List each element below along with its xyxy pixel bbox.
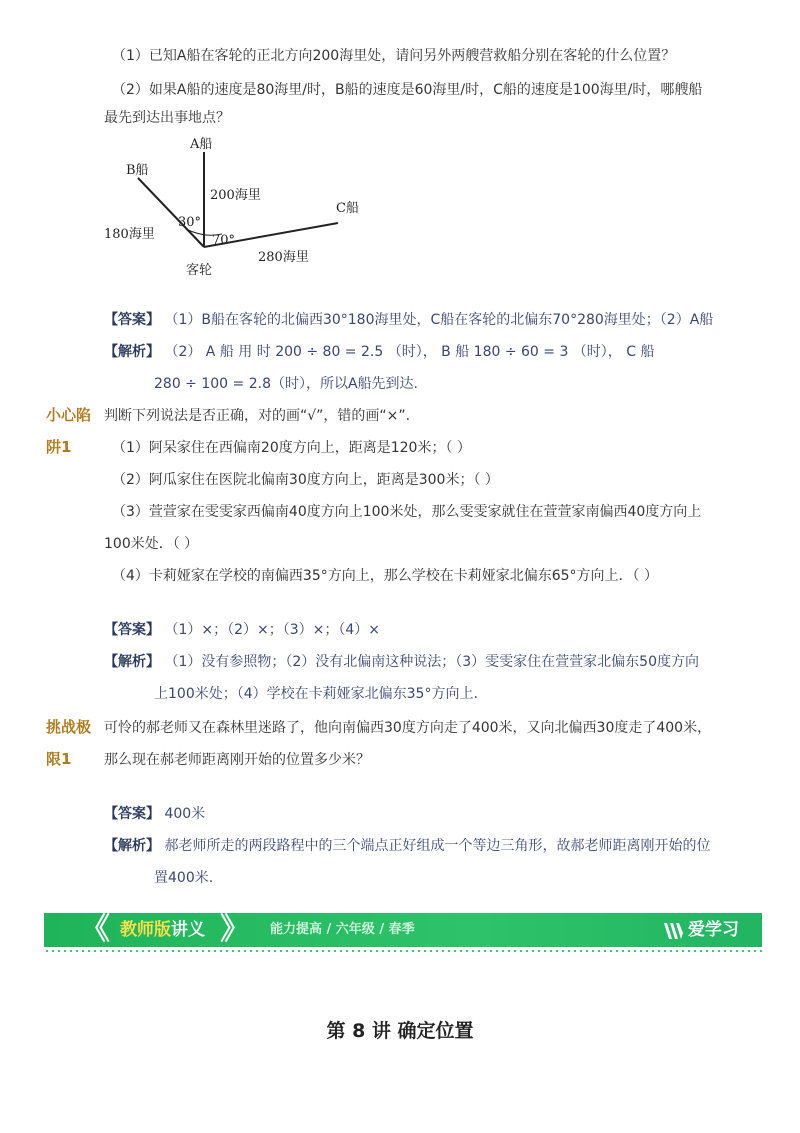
trap-answer: （1）×；（2）×；（3）×；（4）× <box>164 622 381 638</box>
trap-side-label-1: 小心陷 <box>46 406 92 424</box>
trap-item-2: （2）阿瓜家住在医院北偏南30度方向上，距离是300米；（ ） <box>112 472 499 488</box>
q1-analysis-row <box>104 342 655 362</box>
challenge-line2: 那么现在郝老师距离刚开始的位置多少米？ <box>104 752 370 768</box>
trap-analysis-line2: 上100米处；（4）学校在卡莉娅家北偏东35°方向上. <box>154 686 478 702</box>
q1-answer: （1）B船在客轮的北偏西30°180海里处，C船在客轮的北偏东70°280海里处；（2）A船 <box>164 312 714 328</box>
q1-analysis-line2: 280 ÷ 100 = 2.8（时），所以A船先到达. <box>154 376 418 392</box>
edition-part1: 教师版 <box>120 920 171 940</box>
trap-item-4: （4）卡莉娅家在学校的南偏西35°方向上，那么学校在卡莉娅家北偏东65°方向上．（ ） <box>112 568 658 584</box>
analysis-label: 【解析】 <box>104 654 160 670</box>
label-c-dist: 280海里 <box>258 250 309 265</box>
label-angle-c: 70° <box>212 233 236 248</box>
q1-part2-line1: （2）如果A船的速度是80海里/时，B船的速度是60海里/时，C船的速度是100海里/时，哪艘船 <box>112 82 703 98</box>
label-a-ship: A船 <box>190 137 213 152</box>
breadcrumb: 能力提高 / 六年级 / 春季 <box>270 922 415 937</box>
answer-label: 【答案】 <box>104 312 160 328</box>
trap-side-label-2: 阱1 <box>46 438 72 456</box>
label-angle-b: 30° <box>178 215 202 230</box>
q1-part2-line2: 最先到达出事地点？ <box>104 110 230 126</box>
trap-item-3-cont: 100米处．（ ） <box>104 536 199 552</box>
brand-logo-icon <box>662 919 684 941</box>
label-b-ship: B船 <box>126 163 149 178</box>
answer-label: 【答案】 <box>104 806 160 822</box>
analysis-label: 【解析】 <box>104 344 160 360</box>
footer-banner <box>44 913 762 947</box>
q1-analysis-line1: （2） A 船 用 时 200 ÷ 80 = 2.5 （时）， B 船 180 ÷ 60 = 3 （时）， C 船 <box>164 344 655 360</box>
challenge-side-label-2: 限1 <box>46 750 72 768</box>
challenge-answer: 400米 <box>164 806 206 822</box>
trap-analysis-line1: （1）没有参照物；（2）没有北偏南这种说法；（3）雯雯家住在萱萱家北偏东50度方向 <box>164 654 699 670</box>
chevron-left-icon: 《 <box>80 912 110 947</box>
edition-part2: 讲义 <box>171 920 205 940</box>
trap-prompt: 判断下列说法是否正确，对的画“√”，错的画“×”. <box>104 408 411 424</box>
label-b-dist: 180海里 <box>104 227 155 242</box>
challenge-analysis-line2: 置400米. <box>154 870 214 886</box>
challenge-side-label-1: 挑战极 <box>46 718 92 736</box>
q1-answer-row <box>104 310 713 330</box>
label-a-dist: 200海里 <box>210 188 261 203</box>
label-c-ship: C船 <box>336 201 359 216</box>
trap-analysis-row <box>104 652 699 672</box>
edition-label <box>120 919 205 941</box>
trap-item-1: （1）阿呆家住在西偏南20度方向上，距离是120米；（ ） <box>112 440 471 456</box>
challenge-analysis-row <box>104 836 710 856</box>
brand-name: 爱学习 <box>688 920 739 940</box>
q1-part1: （1）已知A船在客轮的正北方向200海里处，请问另外两艘营救船分别在客轮的什么位置？ <box>112 48 676 64</box>
challenge-line1: 可怜的郝老师又在森林里迷路了，他向南偏西30度方向走了400米，又向北偏西30度走了400米， <box>104 720 712 736</box>
label-liner: 客轮 <box>186 263 213 278</box>
footer-dotted-divider <box>44 950 762 952</box>
challenge-answer-row <box>104 804 205 824</box>
trap-answer-row <box>104 620 380 640</box>
next-lecture-title: 第 8 讲 确定位置 <box>326 1020 474 1042</box>
chevron-right-icon: 》 <box>220 912 250 947</box>
trap-item-3: （3）萱萱家在雯雯家西偏南40度方向上100米处，那么雯雯家就住在萱萱家南偏西40度方向上 <box>112 504 702 520</box>
challenge-analysis-line1: 郝老师所走的两段路程中的三个端点正好组成一个等边三角形，故郝老师距离刚开始的位 <box>164 838 711 854</box>
answer-label: 【答案】 <box>104 622 160 638</box>
bearing-diagram <box>100 130 380 280</box>
analysis-label: 【解析】 <box>104 838 160 854</box>
